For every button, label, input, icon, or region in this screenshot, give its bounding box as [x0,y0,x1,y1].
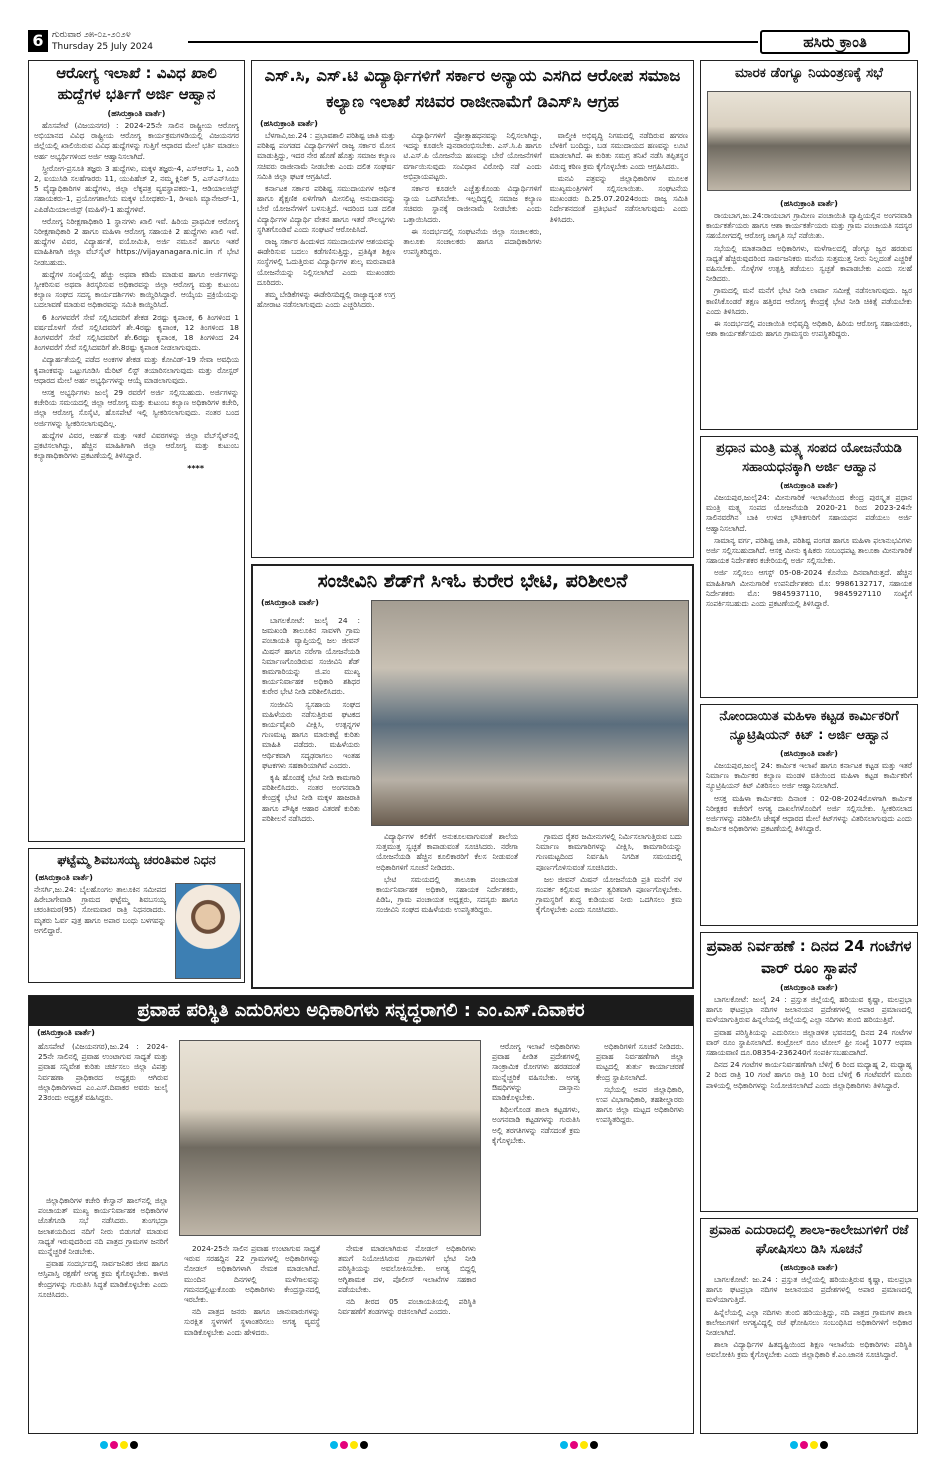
page-number: 6 [28,30,48,52]
portrait-photo [175,883,241,979]
cyan-mark [790,1441,798,1449]
paragraph: ಹುದ್ದೆಗಳ ವಿವರ, ಅರ್ಹತೆ ಮತ್ತು ಇತರೆ ವಿವರಗಳನ್ನು ಜಿಲ್ಲಾ ವೆಬ್‌ಸೈಟ್‌ನಲ್ಲಿ ಪ್ರಕಟಿಸಲಾಗಿದ್ದು, ಹೆಚ್ಚಿನ ಮಾಹಿತಿಗಾಗಿ ಜಿಲ್ಲಾ ಆರೋಗ್ಯ ಮತ್ತು ಕುಟುಂಬ ಕಲ್ಯಾಣಾಧಿಕಾರಿಗಳು ಪ್ರಕಟಣೆಯಲ್ಲಿ ತಿಳಿಸಿದ್ದಾರೆ. [34,430,239,461]
dateline: (ಹಸಿರುಕ್ರಾಂತಿ ವಾರ್ತೆ) [260,119,318,128]
date-kannada: ಗುರುವಾರ ೨೫-೦೭-೨೦೨೪ [52,30,131,40]
section-name: ಹಸಿರು ಕ್ರಾಂತಿ [760,30,910,54]
article-sanjeevini-shed [251,564,694,989]
yellow-mark [810,1441,818,1449]
paragraph: ಸಂಜೀವಿನಿ ಸ್ವಸಹಾಯ ಸಂಘದ ಮಹಿಳೆಯರು ನಡೆಸುತ್ತಿರುವ ಘಟಕದ ಕಾರ್ಯವೈಖರಿ ವೀಕ್ಷಿಸಿ, ಉತ್ಪನ್ನಗಳ ಗುಣಮಟ್ಟ ಹಾಗೂ ಮಾರುಕಟ್ಟೆ ಕುರಿತು ಮಾಹಿತಿ ಪಡೆದರು. ಮಹಿಳೆಯರು ಆರ್ಥಿಕವಾಗಿ ಸದೃಢರಾಗಲು ಇಂತಹ ಘಟಕಗಳು ಸಹಕಾರಿಯಾಗಿವೆ ಎಂದರು. [262,699,360,770]
paragraph: ವಿಜಯಪುರ,ಜುಲೈ24: ಮೀನುಗಾರಿಕೆ ಇಲಾಖೆಯಿಂದ ಕೇಂದ್ರ ಪುರಸ್ಕೃತ ಪ್ರಧಾನ ಮಂತ್ರಿ ಮತ್ಸ್ಯ ಸಂಪದ ಯೋಜನೆಯಡಿ 2020-21 ರಿಂದ 2023-24ನೇ ಸಾಲಿನವರೆಗಿನ ಬಾಕಿ ಉಳಿದ ಭೌತಿಕಗುರಿಗೆ ಸಹಾಯಧನ ಪಡೆಯಲು ಅರ್ಜಿ ಆಹ್ವಾನಿಸಲಾಗಿದೆ. [706,493,912,533]
paragraph: ಸಾಮಾನ್ಯ ವರ್ಗ, ಪರಿಶಿಷ್ಟ ಜಾತಿ, ಪರಿಶಿಷ್ಟ ಪಂಗಡ ಹಾಗೂ ಮಹಿಳಾ ಫಲಾನುಭವಿಗಳು ಅರ್ಜಿ ಸಲ್ಲಿಸಬಹುದಾಗಿದೆ. ಆಸಕ್ತ ಮೀನು ಕೃಷಿಕರು ಸಂಬಂಧಪಟ್ಟ ತಾಲೂಕಾ ಮೀನುಗಾರಿಕೆ ಸಹಾಯಕ ನಿರ್ದೇಶಕರ ಕಚೇರಿಯಲ್ಲಿ ಅರ್ಜಿ ಸಲ್ಲಿಸಬೇಕು. [706,535,912,566]
paragraph: ವಿಜಯಪುರ,ಜುಲೈ 24: ಕಾರ್ಮಿಕ ಇಲಾಖೆ ಹಾಗೂ ಕರ್ನಾಟಕ ಕಟ್ಟಡ ಮತ್ತು ಇತರೆ ನಿರ್ಮಾಣ ಕಾರ್ಮಿಕರ ಕಲ್ಯಾಣ ಮಂಡಳಿ ವತಿಯಿಂದ ಮಹಿಳಾ ಕಟ್ಟಡ ಕಾರ್ಮಿಕರಿಗೆ ನ್ಯೂಟ್ರಿಷಿಯನ್ ಕಿಟ್ ವಿತರಿಸಲು ಅರ್ಜಿ ಆಹ್ವಾನಿಸಲಾಗಿದೆ. [706,761,912,791]
end-mark: **** [187,463,204,473]
article-dengue-meeting [700,60,918,430]
paragraph: ಶಿಥಿಲಗೊಂಡ ಶಾಲಾ ಕಟ್ಟಡಗಳು, ಅಂಗನವಾಡಿ ಕಟ್ಟಡಗಳನ್ನು ಗುರುತಿಸಿ ಅಲ್ಲಿ ತರಗತಿಗಳನ್ನು ನಡೆಸದಂತೆ ಕ್ರಮ ಕೈಗೊಳ್ಳಬೇಕು. [492,1105,580,1145]
meeting-photo [179,1040,481,1236]
black-mark [820,1441,828,1449]
article-nutrition-kit [700,704,918,926]
header-rule [188,41,758,43]
article-obituary [28,848,245,983]
registration-marks [790,1441,828,1449]
headline: ಪ್ರವಾಹ ಪರಿಸ್ಥಿತಿ ಎದುರಿಸಲು ಅಧಿಕಾರಿಗಳು ಸನ್ನದ್ಧರಾಗಲಿ : ಎಂ.ಎಸ್.ದಿವಾಕರ [29,996,693,1026]
paragraph: ಹುದ್ದೆಗಳ ಸಂಖ್ಯೆಯಲ್ಲಿ ಹೆಚ್ಚು ಅಥವಾ ಕಡಿಮೆ ಮಾಡುವ ಹಾಗೂ ಅರ್ಜಿಗಳನ್ನು ಸ್ವೀಕರಿಸುವ ಅಥವಾ ತಿರಸ್ಕರಿಸುವ ಅಧಿಕಾರವನ್ನು ಜಿಲ್ಲಾ ಆರೋಗ್ಯ ಮತ್ತು ಕುಟುಂಬ ಕಲ್ಯಾಣ ಸಂಘದ ಸದಸ್ಯ ಕಾರ್ಯದರ್ಶಿಗಳು ಕಾಯ್ದಿರಿಸಿದ್ದಾರೆ. ಆಯ್ಕೆಯ ಪ್ರಕ್ರಿಯೆಯನ್ನು ಬದಲಾವಣೆ ಮಾಡುವ ಅಧಿಕಾರವನ್ನು ಸಮಿತಿ ಕಾಯ್ದಿರಿಸಿದೆ. [34,269,239,310]
column [257,131,395,312]
dateline: (ಹಸಿರುಕ್ರಾಂತಿ ವಾರ್ತೆ) [780,749,838,758]
lead-paragraph: ಹೊಸಪೇಟೆ (ವಿಜಯನಗರ),ಜು.24 : 2024-25ನೇ ಸಾಲಿನಲ್ಲಿ ಪ್ರವಾಹ ಉಂಟಾಗುವ ಸಾಧ್ಯತೆ ಮತ್ತು ಪ್ರವಾಹ ಸನ್ನಿವೇಶ ಕುರಿತು ಚರ್ಚಿಸಲು ಜಿಲ್ಲಾ ವಿಪತ್ತು ನಿರ್ವಹಣಾ ಪ್ರಾಧಿಕಾರದ ಅಧ್ಯಕ್ಷರು ಆಗಿರುವ ಜಿಲ್ಲಾಧಿಕಾರಿಗಳಾದ ಎಂ.ಎಸ್.ದಿವಾಕರ ಅವರು ಜುಲೈ 23ರಂದು ಅಧ್ಯಕ್ಷತೆ ವಹಿಸಿದ್ದರು. [38,1042,168,1103]
yellow-mark [350,1441,358,1449]
paragraph: ಅರ್ಜಿ ಸಲ್ಲಿಸಲು ಆಗಸ್ಟ್ 05-08-2024 ಕೊನೆಯ ದಿನವಾಗಿರುತ್ತದೆ. ಹೆಚ್ಚಿನ ಮಾಹಿತಿಗಾಗಿ ಮೀನುಗಾರಿಕೆ ಉಪನಿರ್ದೇಶಕರು ಮೊ: 9986132717, ಸಹಾಯಕ ನಿರ್ದೇಶಕರು ಮೊ: 9845937110, 9845927110 ಸಂಖ್ಯೆಗೆ ಸಂಪರ್ಕಿಸಬಹುದು ಎಂದು ಪ್ರಕಟಣೆಯಲ್ಲಿ ತಿಳಿಸಿದ್ದಾರೆ. [706,568,912,609]
paragraph: ಬಾಗಲಕೋಟೆ: ಜುಲೈ 24 : ಪ್ರಸ್ತುತ ಜಿಲ್ಲೆಯಲ್ಲಿ ಹರಿಯುವ ಕೃಷ್ಣಾ, ಮಲಪ್ರಭಾ ಹಾಗೂ ಘಟಪ್ರಭಾ ನದಿಗಳ ಜಲಾನಯನ ಪ್ರದೇಶಗಳಲ್ಲಿ ಅಪಾರ ಪ್ರಮಾಣದಲ್ಲಿ ಮಳೆಯಾಗುತ್ತಿರುವ ಹಿನ್ನಲೆಯಲ್ಲಿ ಜಿಲ್ಲೆಯಲ್ಲಿ ಎಲ್ಲಾ ನದಿಗಳು ತುಂಬಿ ಹರಿಯುತ್ತಿವೆ. [706,995,912,1025]
paragraph: ಜಲ ಜೀವನ್ ಮಿಷನ್ ಯೋಜನೆಯಡಿ ಪ್ರತಿ ಮನೆಗೆ ನಳ ಸಂಪರ್ಕ ಕಲ್ಪಿಸುವ ಕಾರ್ಯ ತ್ವರಿತವಾಗಿ ಪೂರ್ಣಗೊಳ್ಳಬೇಕು. ಗ್ರಾಮಸ್ಥರಿಗೆ ಶುದ್ಧ ಕುಡಿಯುವ ನೀರು ಒದಗಿಸಲು ಕ್ರಮ ಕೈಗೊಳ್ಳಬೇಕು ಎಂದು ಸೂಚಿಸಿದರು. [536,874,682,915]
article-health-recruitment [28,60,245,842]
headline: ಪ್ರವಾಹ ಎದುರಾದಲ್ಲಿ ಶಾಲಾ-ಕಾಲೇಜುಗಳಿಗೆ ರಜೆ ಘೋಷಿಸಲು ಡಿಸಿ ಸೂಚನೆ [709,1223,909,1257]
registration-marks [560,1441,598,1449]
article-body [701,211,917,339]
paragraph: ಕೃಷಿ ಹೊಂಡಕ್ಕೆ ಭೇಟಿ ನೀಡಿ ಕಾಮಗಾರಿ ಪರಿಶೀಲಿಸಿದರು. ನಂತರ ಅಂಗನವಾಡಿ ಕೇಂದ್ರಕ್ಕೆ ಭೇಟಿ ನೀಡಿ ಮಕ್ಕಳ ಹಾಜರಾತಿ ಹಾಗೂ ಪೌಷ್ಠಿಕ ಆಹಾರ ವಿತರಣೆ ಕುರಿತು ಪರಿಶೀಲನೆ ನಡೆಸಿದರು. [262,773,360,823]
cyan-mark [330,1441,338,1449]
paragraph: ಬಾಗಲಕೋಟೆ: ಜು.24 : ಪ್ರಸ್ತುತ ಜಿಲ್ಲೆಯಲ್ಲಿ ಹರಿಯುತ್ತಿರುವ ಕೃಷ್ಣಾ, ಮಲಪ್ರಭಾ ಹಾಗೂ ಘಟಪ್ರಭಾ ನದಿಗಳ ಜಲಾನಯನ ಪ್ರದೇಶಗಳಲ್ಲಿ ಅಪಾರ ಪ್ರಮಾಣದಲ್ಲಿ ಮಳೆಯಾಗುತ್ತಿದೆ. [706,1275,912,1305]
paragraph: ನದಿ ಪಾತ್ರದ ಜನರು ಹಾಗೂ ಜಾನುವಾರುಗಳನ್ನು ಸುರಕ್ಷಿತ ಸ್ಥಳಗಳಿಗೆ ಸ್ಥಳಾಂತರಿಸಲು ಅಗತ್ಯ ವ್ಯವಸ್ಥೆ ಮಾಡಿಕೊಳ್ಳಬೇಕು ಎಂದು ಹೇಳಿದರು. [184,1307,320,1337]
column [531,832,687,918]
column [403,131,541,312]
paragraph: ಶಾಲಾ ವಿದ್ಯಾರ್ಥಿಗಳ ಹಿತದೃಷ್ಟಿಯಿಂದ ಶಿಕ್ಷಣ ಇಲಾಖೆಯ ಅಧಿಕಾರಿಗಳು ಪರಿಸ್ಥಿತಿ ಅವಲೋಕಿಸಿ ಕ್ರಮ ಕೈಗೊಳ್ಳಬೇಕು ಎಂದು ಜಿಲ್ಲಾಧಿಕಾರಿ ಕೆ.ಎಂ.ಜಾನಕಿ ಸೂಚಿಸಿದ್ದಾರೆ. [706,1340,912,1360]
magenta-mark [110,1441,118,1449]
paragraph: ಗ್ರಾಮದ ರೈತರ ಜಮೀನುಗಳಲ್ಲಿ ನಿರ್ಮಿಸಲಾಗುತ್ತಿರುವ ಬದು ನಿರ್ಮಾಣ ಕಾಮಗಾರಿಗಳನ್ನು ವೀಕ್ಷಿಸಿ, ಕಾಮಗಾರಿಯನ್ನು ಗುಣಮಟ್ಟದಿಂದ ನಿರ್ವಹಿಸಿ ನಿಗದಿತ ಸಮಯದಲ್ಲಿ ಪೂರ್ಣಗೊಳಿಸುವಂತೆ ಸೂಚಿಸಿದರು. [536,832,682,872]
column [179,1244,325,1340]
paragraph: ಭೇಟಿ ಸಮಯದಲ್ಲಿ ತಾಲೂಕಾ ಪಂಚಾಯತ ಕಾರ್ಯನಿರ್ವಾಹಕ ಅಧಿಕಾರಿ, ಸಹಾಯಕ ನಿರ್ದೇಶಕರು, ಪಿಡಿಓ, ಗ್ರಾಮ ಪಂಚಾಯತ ಅಧ್ಯಕ್ಷರು, ಸದಸ್ಯರು ಹಾಗೂ ಸಂಜೀವಿನಿ ಸಂಘದ ಮಹಿಳೆಯರು ಉಪಸ್ಥಿತರಿದ್ದರು. [376,874,518,915]
registration-marks [330,1441,368,1449]
dateline: (ಹಸಿರುಕ್ರಾಂತಿ ವಾರ್ತೆ) [780,1263,838,1272]
yellow-mark [120,1441,128,1449]
article-body: ನೇಸರ್ಗಿ,ಜು.24: ಬೈಲಹೊಂಗಲ ತಾಲೂಕಿನ ಸಮೀಪದ ಹಿರೇಬಾಗೇವಾಡಿ ಗ್ರಾಮದ ಘಟ್ಟೆಮ್ಮ ಶಿವಬಸಯ್ಯ ಚರಂತಿಮಠ(95) ಸೋಮವಾರ ರಾತ್ರಿ ನಿಧನರಾದರು. ಮೃತರು ಓರ್ವ ಪುತ್ರ ಹಾಗೂ ಅಪಾರ ಬಂಧು ಬಳಗವನ್ನು ಅಗಲಿದ್ದಾರೆ. [34,885,166,935]
paragraph: ಆಸಕ್ತ ಮಹಿಳಾ ಕಾರ್ಮಿಕರು ದಿನಾಂಕ : 02-08-2024ರೊಳಗಾಗಿ ಕಾರ್ಮಿಕ ನಿರೀಕ್ಷಕರ ಕಚೇರಿಗೆ ಅಗತ್ಯ ದಾಖಲೆಗಳೊಂದಿಗೆ ಅರ್ಜಿ ಸಲ್ಲಿಸಬೇಕು. ಸ್ವೀಕರಿಸಲಾದ ಅರ್ಜಿಗಳನ್ನು ಪರಿಶೀಲಿಸಿ ಜೇಷ್ಠತೆ ಆಧಾರದ ಮೇಲೆ ಕಿಟ್‌ಗಳನ್ನು ವಿತರಿಸಲಾಗುವುದು ಎಂದು ಕಾರ್ಮಿಕ ಅಧಿಕಾರಿಗಳು ಪ್ರಕಟಣೆಯಲ್ಲಿ ತಿಳಿಸಿದ್ದಾರೆ. [706,793,912,834]
paragraph: ಸ್ತ್ರೀರೋಗ-ಪ್ರಸೂತಿ ತಜ್ಞರು 3 ಹುದ್ದೆಗಳು, ಮಕ್ಕಳ ತಜ್ಞರು-4, ಎಸ್‌ಆರ್‌ಒ 1, ಎಂಡಿ 2, ಐಯುಸಿಡಿ ಸಲಹೆಗಾರರು 11, ಯುಪಿಹೆಚ್ 2, ನಮ್ಮ ಕ್ಲಿನಿಕ್ 5, ಎಸ್‌ಎನ್‌ಸಿಯು 5 ವೈದ್ಯಾಧಿಕಾರಿಗಳ ಹುದ್ದೆಗಳು, ಜಿಲ್ಲಾ ಲೆಕ್ಕಪತ್ರ ವ್ಯವಸ್ಥಾಪಕರು-1, ಆಡಿಯಾಲಜಿಸ್ಟ್ ಸಹಾಯಕರು-1, ಪ್ರಯೋಗಶಾಲೆಯ ಮಕ್ಕಳ ಬೋಧಕರು-1, ಡಿಇಐಸಿ ಮ್ಯಾನೇಜರ್-1, ಎಪಿಡೆಮಿಯಾಲಜಿಸ್ಟ್ (ಮಹಿಳೆ)-1 ಹುದ್ದೆಗಳಿವೆ. [34,163,239,214]
dateline: (ಹಸಿರುಕ್ರಾಂತಿ ವಾರ್ತೆ) [780,983,838,992]
magenta-mark [340,1441,348,1449]
yellow-mark [580,1441,588,1449]
black-mark [130,1441,138,1449]
paragraph: ಈ ಸಂದರ್ಭದಲ್ಲಿ ಪಂಚಾಯಿತಿ ಅಭಿವೃದ್ಧಿ ಅಧಿಕಾರಿ, ಹಿರಿಯ ಆರೋಗ್ಯ ಸಹಾಯಕರು, ಆಶಾ ಕಾರ್ಯಕರ್ತೆಯರು ಹಾಗೂ ಗ್ರಾಮಸ್ಥರು ಉಪಸ್ಥಿತರಿದ್ದರು. [706,319,912,339]
headline: ಆರೋಗ್ಯ ಇಲಾಖೆ : ವಿವಿಧ ಖಾಲಿ ಹುದ್ದೆಗಳ ಭರ್ತಿಗೆ ಅರ್ಜಿ ಆಹ್ವಾನ [56,64,217,103]
dateline: (ಹಸಿರುಕ್ರಾಂತಿ ವಾರ್ತೆ) [780,199,838,208]
black-mark [360,1441,368,1449]
paragraph: ಈ ಸಂದರ್ಭದಲ್ಲಿ ಸಂಘಟನೆಯ ಜಿಲ್ಲಾ ಸಂಚಾಲಕರು, ತಾಲೂಕು ಸಂಚಾಲಕರು ಹಾಗೂ ಪದಾಧಿಕಾರಿಗಳು ಉಪಸ್ಥಿತರಿದ್ದರು. [403,226,542,257]
paragraph: ಸಭೆಯಲ್ಲಿ ಅಪರ ಜಿಲ್ಲಾಧಿಕಾರಿ, ಉಪ ವಿಭಾಗಾಧಿಕಾರಿ, ತಹಶೀಲ್ದಾರರು ಹಾಗೂ ಜಿಲ್ಲಾ ಮಟ್ಟದ ಅಧಿಕಾರಿಗಳು ಉಪಸ್ಥಿತರಿದ್ದರು. [596,1084,684,1125]
page-date [52,29,153,53]
paragraph: ವಿದ್ಯಾರ್ಥಿಗಳ ಕಲಿಕೆಗೆ ಅನುಕೂಲವಾಗುವಂತೆ ಶಾಲೆಯ ಸುತ್ತಮುತ್ತ ಸ್ವಚ್ಛತೆ ಕಾಪಾಡುವಂತೆ ಸೂಚಿಸಿದರು. ನರೇಗಾ ಯೋಜನೆಯಡಿ ಹೆಚ್ಚಿನ ಕೂಲಿಕಾರರಿಗೆ ಕೆಲಸ ನೀಡುವಂತೆ ಅಧಿಕಾರಿಗಳಿಗೆ ಸೂಚನೆ ನೀಡಿದರು. [376,832,518,872]
registration-marks [100,1441,138,1449]
article-columns [252,131,693,312]
headline: ಎಸ್.ಸಿ, ಎಸ್.ಟಿ ವಿದ್ಯಾರ್ಥಿಗಳಿಗೆ ಸರ್ಕಾರ ಅನ್ಯಾಯ ಎಸಗಿದ ಆರೋಪ ಸಮಾಜ ಕಲ್ಯಾಣ ಇಲಾಖೆ ಸಚಿವರ ರಾಜೀನಾಮೆಗೆ ಡಿಎಸ್‌ಸಿ ಆಗ್ರಹ [264,66,681,111]
paragraph: ಸಭೆಯಲ್ಲಿ ಮಾತನಾಡಿದ ಅಧಿಕಾರಿಗಳು, ಮಳೆಗಾಲದಲ್ಲಿ ಡೆಂಗ್ಯೂ ಜ್ವರ ಹರಡುವ ಸಾಧ್ಯತೆ ಹೆಚ್ಚಿರುವುದರಿಂದ ಸಾರ್ವಜನಿಕರು ಮನೆಯ ಸುತ್ತಮುತ್ತ ನೀರು ನಿಲ್ಲದಂತೆ ಎಚ್ಚರಿಕೆ ವಹಿಸಬೇಕು. ಸೊಳ್ಳೆಗಳ ಉತ್ಪತ್ತಿ ತಡೆಯಲು ಸ್ವಚ್ಛತೆ ಕಾಪಾಡಬೇಕು ಎಂದು ಸಲಹೆ ನೀಡಿದರು. [706,243,912,284]
article-body [701,1275,917,1361]
article-fisheries-subsidy [700,436,918,698]
article-school-holiday [700,1218,918,1434]
column [333,1244,481,1319]
paragraph: ಆರೋಗ್ಯ ನಿರೀಕ್ಷಣಾಧಿಕಾರಿ 1 ಸ್ಥಾನಗಳು ಖಾಲಿ ಇವೆ. ಹಿರಿಯ ಪ್ರಾಥಮಿಕ ಆರೋಗ್ಯ ನಿರೀಕ್ಷಣಾಧಿಕಾರಿ 2 ಹಾಗೂ ಮಹಿಳಾ ಆರೋಗ್ಯ ಸಹಾಯಕಿ 2 ಹುದ್ದೆಗಳು ಖಾಲಿ ಇವೆ. ಹುದ್ದೆಗಳ ವಿವರ, ವಿದ್ಯಾರ್ಹತೆ, ವಯೋಮಿತಿ, ಅರ್ಜಿ ನಮೂನೆ ಹಾಗೂ ಇತರೆ ಮಾಹಿತಿಗಾಗಿ ಜಿಲ್ಲಾ ವೆಬ್‌ಸೈಟ್ https://vijayanagara.nic.in ಗೆ ಭೇಟಿ ನೀಡಬಹುದು. [34,216,239,267]
paragraph: 2024-25ನೇ ಸಾಲಿನ ಪ್ರವಾಹ ಉಂಟಾಗುವ ಸಾಧ್ಯತೆ ಇರುವ ಸರಹದ್ದಿನ 22 ಗ್ರಾಮಗಳಲ್ಲಿ ಅಧಿಕಾರಿಗಳನ್ನು ನೋಡಲ್ ಅಧಿಕಾರಿಗಳಾಗಿ ನೇಮಕ ಮಾಡಲಾಗಿದೆ. ಮುಂದಿನ ದಿನಗಳಲ್ಲಿ ಮಳೆಗಾಲವನ್ನು ಗಮನದಲ್ಲಿಟ್ಟುಕೊಂಡು ಅಧಿಕಾರಿಗಳು ಕೇಂದ್ರಸ್ಥಾನದಲ್ಲಿ ಇರಬೇಕು. [184,1244,320,1305]
paragraph: ಬೆಳಗಾವಿ,ಜು.24 : ಪ್ರಭಾವಶಾಲಿ ಪರಿಶಿಷ್ಟ ಜಾತಿ ಮತ್ತು ಪರಿಶಿಷ್ಟ ಪಂಗಡದ ವಿದ್ಯಾರ್ಥಿಗಳಿಗೆ ರಾಜ್ಯ ಸರ್ಕಾರ ಮೋಸ ಮಾಡುತ್ತಿದ್ದು, ಇದರ ನೇರ ಹೊಣೆ ಹೊತ್ತು ಸಮಾಜ ಕಲ್ಯಾಣ ಸಚಿವರು ರಾಜೀನಾಮೆ ನೀಡಬೇಕು ಎಂದು ದಲಿತ ಸಂಘರ್ಷ ಸಮಿತಿ ಜಿಲ್ಲಾ ಘಟಕ ಆಗ್ರಹಿಸಿದೆ. [257,131,396,181]
article-body [701,493,917,609]
article-body [29,121,244,462]
paragraph: ದಿನದ 24 ಗಂಟೆಗಳ ಕಾರ್ಯನಿರ್ವಹಣೆಗಾಗಿ ಬೆಳಿಗ್ಗೆ 6 ರಿಂದ ಮಧ್ಯಾಹ್ನ 2, ಮಧ್ಯಾಹ್ನ 2 ರಿಂದ ರಾತ್ರಿ 10 ಗಂಟೆ ಹಾಗೂ ರಾತ್ರಿ 10 ರಿಂದ ಬೆಳಿಗ್ಗೆ 6 ಗಂಟೆವರೆಗೆ ಮೂರು ಪಾಳಿಯಲ್ಲಿ ಅಧಿಕಾರಿಗಳನ್ನು ನಿಯೋಜಿಸಲಾಗಿದೆ ಎಂದು ಜಿಲ್ಲಾಧಿಕಾರಿಗಳು ತಿಳಿಸಿದ್ದಾರೆ. [706,1060,912,1090]
article-body [701,995,917,1091]
dateline: (ಹಸಿರುಕ್ರಾಂತಿ ವಾರ್ತೆ) [107,109,166,118]
article-body [701,761,917,834]
paragraph: ನೇಮಕ ಮಾಡಲಾಗಿರುವ ನೋಡಲ್ ಅಧಿಕಾರಿಗಳು ತಮಗೆ ನಿಯೋಜಿಸಿರುವ ಗ್ರಾಮಗಳಿಗೆ ಭೇಟಿ ನೀಡಿ ಪರಿಸ್ಥಿತಿಯನ್ನು ಅವಲೋಕಿಸಬೇಕು. ಅಗತ್ಯ ಬಿದ್ದಲ್ಲಿ ಅಗ್ನಿಶಾಮಕ ದಳ, ಪೊಲೀಸ್ ಇಲಾಖೆಗಳ ಸಹಕಾರ ಪಡೆಯಬೇಕು. [338,1244,476,1294]
paragraph: ಗ್ರಾಮದಲ್ಲಿ ಮನೆ ಮನೆಗೆ ಭೇಟಿ ನೀಡಿ ಲಾರ್ವಾ ಸಮೀಕ್ಷೆ ನಡೆಸಲಾಗುವುದು. ಜ್ವರ ಕಾಣಿಸಿಕೊಂಡರೆ ತಕ್ಷಣ ಹತ್ತಿರದ ಆರೋಗ್ಯ ಕೇಂದ್ರಕ್ಕೆ ಭೇಟಿ ನೀಡಿ ಚಿಕಿತ್ಸೆ ಪಡೆಯಬೇಕು ಎಂದು ತಿಳಿಸಿದರು. [706,286,912,316]
headline: ಪ್ರವಾಹ ನಿರ್ವಹಣೆ : ದಿನದ 24 ಗಂಟೆಗಳ ವಾರ್ ರೂಂ ಸ್ಥಾಪನೆ [706,937,912,977]
column [371,832,523,918]
paragraph: ವಾಲ್ಮೀಕಿ ಅಭಿವೃದ್ಧಿ ನಿಗಮದಲ್ಲಿ ನಡೆದಿರುವ ಹಗರಣ ಬೆಳಕಿಗೆ ಬಂದಿದ್ದು, ಬಡ ಸಮುದಾಯದ ಹಣವನ್ನು ಲೂಟಿ ಮಾಡಲಾಗಿದೆ. ಈ ಕುರಿತು ಸಮಗ್ರ ತನಿಖೆ ನಡೆಸಿ ತಪ್ಪಿತಸ್ಥರ ವಿರುದ್ಧ ಕಠಿಣ ಕ್ರಮ ಕೈಗೊಳ್ಳಬೇಕು ಎಂದು ಆಗ್ರಹಿಸಿದರು. [549,131,688,171]
paragraph: ತಮ್ಮ ಬೇಡಿಕೆಗಳನ್ನು ಈಡೇರಿಸದಿದ್ದಲ್ಲಿ ರಾಜ್ಯಾದ್ಯಂತ ಉಗ್ರ ಹೋರಾಟ ನಡೆಸಲಾಗುವುದು ಎಂದು ಎಚ್ಚರಿಸಿದರು. [257,290,396,310]
dateline: (ಹಸಿರುಕ್ರಾಂತಿ ವಾರ್ತೆ) [35,873,93,882]
paragraph: ಪ್ರವಾಹ ಪರಿಸ್ಥಿತಿಯನ್ನು ಎದುರಿಸಲು ಜಿಲ್ಲಾಡಳಿತ ಭವನದಲ್ಲಿ ದಿನದ 24 ಗಂಟೆಗಳ ವಾರ್ ರೂಂ ಸ್ಥಾಪಿಸಲಾಗಿದೆ. ಕಂಟ್ರೋಲ್ ರೂಂ ಟೋಲ್ ಫ್ರೀ ಸಂಖ್ಯೆ 1077 ಅಥವಾ ಸಹಾಯವಾಣಿ ದೂ.08354-236240ಗೆ ಸಂಪರ್ಕಿಸಬಹುದಾಗಿದೆ. [706,1027,912,1058]
paragraph: ಕರ್ನಾಟಕ ಸರ್ಕಾರ ಪರಿಶಿಷ್ಟ ಸಮುದಾಯಗಳ ಆರ್ಥಿಕ ಹಾಗೂ ಶೈಕ್ಷಣಿಕ ಏಳಿಗೆಗಾಗಿ ಮೀಸಲಿಟ್ಟ ಅನುದಾನವನ್ನು ಬೇರೆ ಯೋಜನೆಗಳಿಗೆ ಬಳಸುತ್ತಿದೆ. ಇದರಿಂದ ಬಡ ದಲಿತ ವಿದ್ಯಾರ್ಥಿಗಳ ವಿದ್ಯಾರ್ಥಿ ವೇತನ ಹಾಗೂ ಇತರೆ ಸೌಲಭ್ಯಗಳು ಸ್ಥಗಿತಗೊಂಡಿವೆ ಎಂದು ಸಂಘಟನೆ ಆರೋಪಿಸಿದೆ. [257,184,396,234]
column [591,1042,689,1128]
article-sc-st-students [251,60,694,558]
column [257,616,365,826]
paragraph: ಹೊಸಪೇಟೆ (ವಿಜಯನಗರ) : 2024-25ನೇ ಸಾಲಿನ ರಾಷ್ಟ್ರೀಯ ಆರೋಗ್ಯ ಅಭಿಯಾನದ ವಿವಿಧ ರಾಷ್ಟ್ರೀಯ ಆರೋಗ್ಯ ಕಾರ್ಯಕ್ರಮಗಳಡಿಯಲ್ಲಿ ವಿಜಯನಗರ ಜಿಲ್ಲೆಯಲ್ಲಿ ಖಾಲಿಯಿರುವ ವಿವಿಧ ಹುದ್ದೆಗಳನ್ನು ಗುತ್ತಿಗೆ ಆಧಾರದ ಮೇಲೆ ಭರ್ತಿ ಮಾಡಲು ಅರ್ಹ ಅಭ್ಯರ್ಥಿಗಳಿಂದ ಅರ್ಜಿ ಆಹ್ವಾನಿಸಲಾಗಿದೆ. [34,121,239,161]
column [33,1196,173,1302]
article-flood-preparedness [28,995,694,1434]
headline: ಪ್ರಧಾನ ಮಂತ್ರಿ ಮತ್ಸ್ಯ ಸಂಪದ ಯೋಜನೆಯಡಿ ಸಹಾಯಧನಕ್ಕಾಗಿ ಅರ್ಜಿ ಆಹ್ವಾನ [716,441,902,475]
paragraph: ಜಿಲ್ಲಾಧಿಕಾರಿಗಳ ಕಚೇರಿ ಕೇಸ್ವಾನ್ ಹಾಲ್‌ನಲ್ಲಿ ಜಿಲ್ಲಾ ಪಂಚಾಯತ್ ಮುಖ್ಯ ಕಾರ್ಯನಿರ್ವಾಹಕ ಅಧಿಕಾರಿಗಳ ಜೊತೆಗೂಡಿ ಸಭೆ ನಡೆಸಿದರು. ತುಂಗಭದ್ರಾ ಜಲಾಶಯದಿಂದ ನದಿಗೆ ನೀರು ಬಿಡುಗಡೆ ಮಾಡುವ ಸಾಧ್ಯತೆ ಇರುವುದರಿಂದ ನದಿ ಪಾತ್ರದ ಗ್ರಾಮಗಳ ಜನರಿಗೆ ಮುನ್ನೆಚ್ಚರಿಕೆ ನೀಡಬೇಕು. [38,1196,168,1257]
date-english: Thursday 25 July 2024 [52,42,153,52]
paragraph: ಹಿನ್ನೆಲೆಯಲ್ಲಿ ಎಲ್ಲಾ ನದಿಗಳು ತುಂಬಿ ಹರಿಯುತ್ತಿದ್ದು, ನದಿ ಪಾತ್ರದ ಗ್ರಾಮಗಳ ಶಾಲಾ ಕಾಲೇಜುಗಳಿಗೆ ಅಗತ್ಯವಿದ್ದಲ್ಲಿ ರಜೆ ಘೋಷಿಸಲು ಸಂಬಂಧಿಸಿದ ಅಧಿಕಾರಿಗಳಿಗೆ ಅಧಿಕಾರ ನೀಡಲಾಗಿದೆ. [706,1307,912,1338]
paragraph: ಬಾಗಲಕೋಟೆ: ಜುಲೈ 24 : ಜಮಖಂಡಿ ತಾಲೂಕಿನ ಸಾವಳಗಿ ಗ್ರಾಮ ಪಂಚಾಯತಿ ವ್ಯಾಪ್ತಿಯಲ್ಲಿ ಜಲ ಜೀವನ್ ಮಿಷನ್ ಹಾಗೂ ನರೇಗಾ ಯೋಜನೆಯಡಿ ನಿರ್ಮಾಣಗೊಂಡಿರುವ ಸಂಜೀವಿನಿ ಶೆಡ್ ಕಾಮಗಾರಿಯನ್ನು ಜಿ.ಪಂ ಮುಖ್ಯ ಕಾರ್ಯನಿರ್ವಾಹಕ ಅಧಿಕಾರಿ ಶಶಿಧರ ಕುರೇರ ಭೇಟಿ ನೀಡಿ ಪರಿಶೀಲಿಸಿದರು. [262,616,360,697]
article-war-room [700,932,918,1212]
magenta-mark [800,1441,808,1449]
paragraph: ರಾಜ್ಯ ಸರ್ಕಾರ ಹಿಂದುಳಿದ ಸಮುದಾಯಗಳ ಆಶಯವನ್ನು ಈಡೇರಿಸುವ ಬದಲು ಕಡೆಗಣಿಸುತ್ತಿದ್ದು, ಪ್ರತಿಷ್ಠಿತ ಶಿಕ್ಷಣ ಸಂಸ್ಥೆಗಳಲ್ಲಿ ಓದುತ್ತಿರುವ ವಿದ್ಯಾರ್ಥಿಗಳ ಶುಲ್ಕ ಮರುಪಾವತಿ ಯೋಜನೆಯನ್ನು ನಿಲ್ಲಿಸಲಾಗಿದೆ ಎಂದು ಮುಖಂಡರು ದೂರಿದರು. [257,237,396,287]
paragraph: ಸರ್ಕಾರ ಕೂಡಲೇ ಎಚ್ಚೆತ್ತುಕೊಂಡು ವಿದ್ಯಾರ್ಥಿಗಳಿಗೆ ನ್ಯಾಯ ಒದಗಿಸಬೇಕು. ಇಲ್ಲದಿದ್ದಲ್ಲಿ ಸಮಾಜ ಕಲ್ಯಾಣ ಸಚಿವರು ಸ್ಥಾನಕ್ಕೆ ರಾಜೀನಾಮೆ ನೀಡಬೇಕು ಎಂದು ಒತ್ತಾಯಿಸಿದರು. [403,184,542,224]
cyan-mark [560,1441,568,1449]
paragraph: ವಿದ್ಯಾರ್ಹತೆಯಲ್ಲಿ ಪಡೆದ ಅಂಕಗಳ ಶೇಕಡ ಮತ್ತು ಕೋವಿಡ್-19 ಸೇವಾ ಅವಧಿಯ ಕೃಪಾಂಕವನ್ನು ಒಟ್ಟುಗೂಡಿಸಿ ಮೆರಿಟ್ ಲಿಸ್ಟ್ ತಯಾರಿಸಲಾಗುವುದು ಮತ್ತು ರೋಸ್ಟರ್ ಆಧಾರದ ಮೇಲೆ ಅರ್ಹ ಅಭ್ಯರ್ಥಿಗಳನ್ನು ಆಯ್ಕೆ ಮಾಡಲಾಗುವುದು. [34,355,239,385]
paragraph: ಮನವಿ ಪತ್ರವನ್ನು ಜಿಲ್ಲಾಧಿಕಾರಿಗಳ ಮೂಲಕ ಮುಖ್ಯಮಂತ್ರಿಗಳಿಗೆ ಸಲ್ಲಿಸಲಾಯಿತು. ಸಂಘಟನೆಯ ಮುಖಂಡರು ದಿ.25.07.2024ರಂದು ರಾಜ್ಯ ಸಮಿತಿ ನಿರ್ದೇಶನದಂತೆ ಪ್ರತಿಭಟನೆ ನಡೆಸಲಾಗುವುದು ಎಂದು ತಿಳಿಸಿದರು. [549,173,688,224]
inspection-photo [371,600,689,826]
paragraph: ಆಸಕ್ತ ಅಭ್ಯರ್ಥಿಗಳು ಜುಲೈ 29 ರವರೆಗೆ ಅರ್ಜಿ ಸಲ್ಲಿಸಬಹುದು. ಅರ್ಜಿಗಳನ್ನು ಕಚೇರಿಯ ಸಮಯದಲ್ಲಿ ಜಿಲ್ಲಾ ಆರೋಗ್ಯ ಮತ್ತು ಕುಟುಂಬ ಕಲ್ಯಾಣ ಅಧಿಕಾರಿಗಳ ಕಚೇರಿ, ಜಿಲ್ಲಾ ಆರೋಗ್ಯ ಸೊಸೈಟಿ, ಹೊಸಪೇಟೆ ಇಲ್ಲಿ ಸ್ವೀಕರಿಸಲಾಗುವುದು. ನಂತರ ಬಂದ ಅರ್ಜಿಗಳನ್ನು ಸ್ವೀಕರಿಸಲಾಗುವುದಿಲ್ಲ. [34,388,239,428]
headline: ನೋಂದಾಯಿತ ಮಹಿಳಾ ಕಟ್ಟಡ ಕಾರ್ಮಿಕರಿಗೆ ನ್ಯೂಟ್ರಿಷಿಯನ್ ಕಿಟ್ : ಅರ್ಜಿ ಆಹ್ವಾನ [719,709,899,743]
dateline: (ಹಸಿರುಕ್ರಾಂತಿ ವಾರ್ತೆ) [780,481,838,490]
meeting-photo [707,91,911,191]
paragraph: ಅಧಿಕಾರಿಗಳಿಗೆ ಸೂಚನೆ ನೀಡಿದರು. ಪ್ರವಾಹ ನಿರ್ವಹಣೆಗಾಗಿ ಜಿಲ್ಲಾ ಮಟ್ಟದಲ್ಲಿ ತುರ್ತು ಕಾರ್ಯಾಚರಣೆ ಕೇಂದ್ರ ಸ್ಥಾಪಿಸಲಾಗಿದೆ. [596,1042,684,1082]
headline: ಸಂಜೀವಿನಿ ಶೆಡ್‌ಗೆ ಸಿಇಓ ಕುರೇರ ಭೇಟಿ, ಪರಿಶೀಲನೆ [317,570,628,592]
dateline: (ಹಸಿರುಕ್ರಾಂತಿ ವಾರ್ತೆ) [261,598,319,607]
headline: ಮಾರಕ ಡೆಂಗ್ಯೂ ನಿಯಂತ್ರಣಕ್ಕೆ ಸಭೆ [735,65,883,81]
paragraph: 6 ತಿಂಗಳವರೆಗೆ ಸೇವೆ ಸಲ್ಲಿಸಿದವರಿಗೆ ಶೇಕಡ 2ರಷ್ಟು ಕೃಪಾಂಕ, 6 ತಿಂಗಳಿಂದ 1 ವರ್ಷದೊಳಗೆ ಸೇವೆ ಸಲ್ಲಿಸಿದವರಿಗೆ ಶೇ.4ರಷ್ಟು ಕೃಪಾಂಕ, 12 ತಿಂಗಳಿಂದ 18 ತಿಂಗಳವರೆಗೆ ಸೇವೆ ಸಲ್ಲಿಸಿದವರಿಗೆ ಶೇ.6ರಷ್ಟು ಕೃಪಾಂಕ, 18 ತಿಂಗಳಿಂದ 24 ತಿಂಗಳವರೆಗೆ ಸೇವೆ ಸಲ್ಲಿಸಿದವರಿಗೆ ಶೇ.8ರಷ್ಟು ಕೃಪಾಂಕ ನೀಡಲಾಗುವುದು. [34,312,239,353]
paragraph: ಪ್ರವಾಹ ಸಂದರ್ಭದಲ್ಲಿ ಸಾರ್ವಜನಿಕರ ಜೀವ ಹಾಗೂ ಆಸ್ತಿಪಾಸ್ತಿ ರಕ್ಷಣೆಗೆ ಅಗತ್ಯ ಕ್ರಮ ಕೈಗೊಳ್ಳಬೇಕು. ಕಾಳಜಿ ಕೇಂದ್ರಗಳನ್ನು ಗುರುತಿಸಿ ಸಿದ್ಧತೆ ಮಾಡಿಕೊಳ್ಳಬೇಕು ಎಂದು ಸೂಚಿಸಿದರು. [38,1259,168,1299]
black-mark [590,1441,598,1449]
headline: ಘಟ್ಟೆಮ್ಮ ಶಿವಬಸಯ್ಯ ಚರಂತಿಮಠ ನಿಧನ [57,852,216,867]
cyan-mark [100,1441,108,1449]
column [550,131,688,312]
paragraph: ರಾಯಬಾಗ,ಜು.24:ರಾಯಬಾಗ ಗ್ರಾಮೀಣ ಪಂಚಾಯಿತಿ ವ್ಯಾಪ್ತಿಯಲ್ಲಿನ ಅಂಗನವಾಡಿ ಕಾರ್ಯಕರ್ತೆಯರು ಹಾಗೂ ಆಶಾ ಕಾರ್ಯಕರ್ತೆಯರು ಮತ್ತು ಗ್ರಾಮ ಪಂಚಾಯತಿ ಸದಸ್ಯರ ಸಹಯೋಗದಲ್ಲಿ ಆರೋಗ್ಯ ಜಾಗೃತಿ ಸಭೆ ನಡೆಯಿತು. [706,211,912,241]
dateline: (ಹಸಿರುಕ್ರಾಂತಿ ವಾರ್ತೆ) [37,1028,95,1037]
column [487,1042,585,1148]
page-header [28,28,918,56]
magenta-mark [570,1441,578,1449]
paragraph: ನದಿ ತೀರದ 05 ಪಂಚಾಯತಿಯಲ್ಲಿ ಪರಿಸ್ಥಿತಿ ನಿರ್ವಹಣೆಗೆ ತಂಡಗಳನ್ನು ರಚಿಸಲಾಗಿದೆ ಎಂದರು. [338,1297,476,1317]
paragraph: ವಿದ್ಯಾರ್ಥಿಗಳಿಗೆ ಪ್ರೋತ್ಸಾಹಧನವನ್ನು ನಿಲ್ಲಿಸಲಾಗಿದ್ದು, ಇದನ್ನು ಕೂಡಲೇ ಪುನರಾರಂಭಿಸಬೇಕು. ಎಸ್.ಸಿ.ಪಿ ಹಾಗೂ ಟಿ.ಎಸ್.ಪಿ ಯೋಜನೆಯ ಹಣವನ್ನು ಬೇರೆ ಯೋಜನೆಗಳಿಗೆ ವರ್ಗಾಯಿಸುವುದು ಸಂವಿಧಾನ ವಿರೋಧಿ ನಡೆ ಎಂದು ಅಭಿಪ್ರಾಯಪಟ್ಟರು. [403,131,542,181]
paragraph: ಆರೋಗ್ಯ ಇಲಾಖೆ ಅಧಿಕಾರಿಗಳು ಪ್ರವಾಹ ಪೀಡಿತ ಪ್ರದೇಶಗಳಲ್ಲಿ ಸಾಂಕ್ರಾಮಿಕ ರೋಗಗಳು ಹರಡದಂತೆ ಮುನ್ನೆಚ್ಚರಿಕೆ ವಹಿಸಬೇಕು. ಅಗತ್ಯ ಔಷಧಿಗಳನ್ನು ದಾಸ್ತಾನು ಮಾಡಿಕೊಳ್ಳಬೇಕು. [492,1042,580,1103]
